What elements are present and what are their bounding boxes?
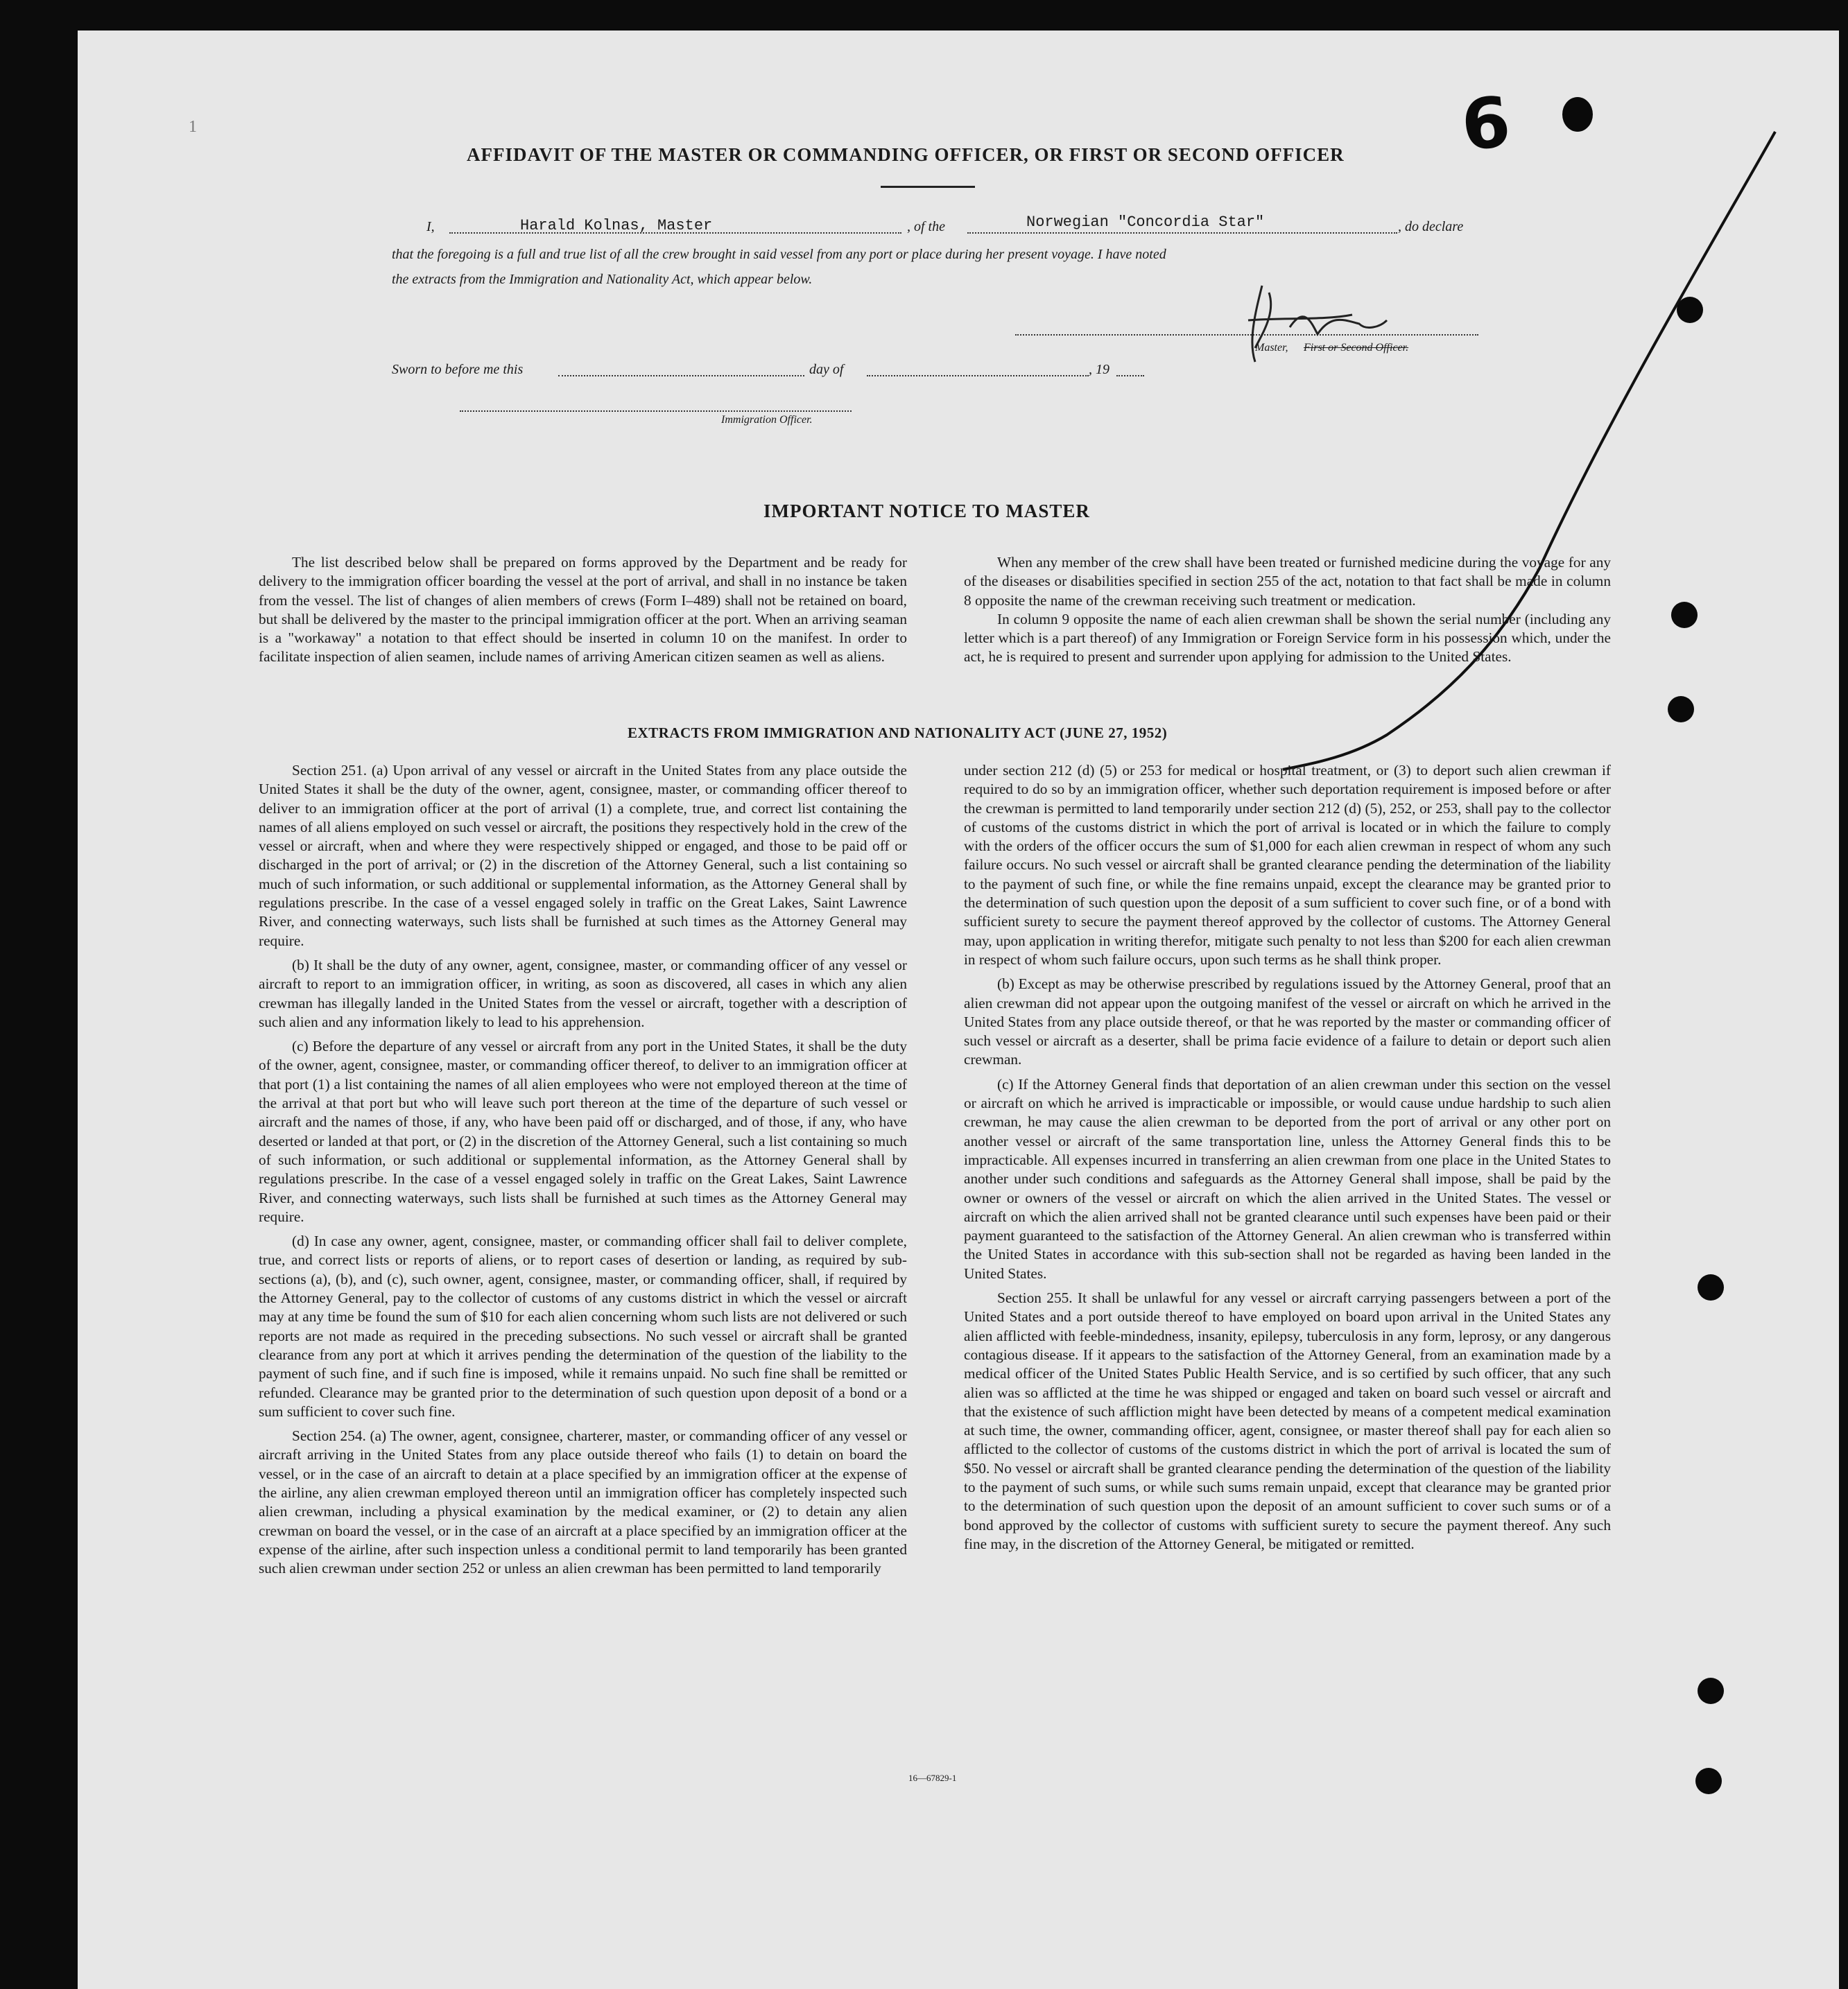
vessel-line	[967, 232, 1397, 234]
sworn-month-line	[867, 375, 1089, 376]
sworn-day-line	[558, 375, 804, 376]
section-254-a-cont: under section 212 (d) (5) or 253 for medical or hospital treatment, or (3) to deport such alien crewman if required to do so by an immigration officer, whether such deportation requirement is imposed before or after the crewman is permitted to land temporarily under section 212 (d) (5), 252, or 253, shall pay to the collector of customs of the customs district in which the port of arrival is located or in which the failure to comply with the orders of the officer occurs the sum of $1,000 for each alien crewman in respect of whom any such failure occurs. No such vessel or aircraft shall be granted clearance pending the determination of the liability to the payment of such fine, or while the fine remains unpaid, except the clearance may be granted prior to the determination of such question upon the deposit of a sum sufficient to cover such fine, or of a bond with sufficient surety to secure the payment thereof approved by the collector of customs. The Attorney General may, upon application in writing therefor, mitigate such penalty to not less than $200 for each alien crewman in respect of whom such failure occurs, upon such terms as he shall think proper.	[964, 762, 1611, 968]
section-254-c: (c) If the Attorney General finds that deportation of an alien crewman under this section on the vessel or aircraft on which he arrived is impracticable or impossible, or would cause undue hardship to such alien crewman, he may cause the alien crewman to be deported from the port of arrival or any other port on another vessel or aircraft of the same transportation line, unless the Attorney General finds this to be impracticable. All expenses incurred in transferring an alien crewman from one place in the United States to another under such conditions and safeguards as the Attorney General shall impose, shall be paid by the owner or owners of the vessel or aircraft on which the alien arrived in the United States. The vessel or aircraft on which the alien arrived shall not be granted clearance until such expenses have been paid or their payment guaranteed to the satisfaction of the Attorney General. An alien crewman who is transferred within the United States in accordance with this sub-section shall not be regarded as having been landed in the United States.	[964, 1075, 1611, 1282]
of-the-label: , of the	[907, 219, 945, 234]
affidavit-title: AFFIDAVIT OF THE MASTER OR COMMANDING OFFICER, OR FIRST OR SECOND OFFICER	[467, 144, 1345, 165]
day-of-label: day of	[809, 362, 844, 377]
signature-caption-struck: First or Second Officer.	[1304, 342, 1409, 354]
i-label: I,	[426, 219, 435, 234]
section-254-b: (b) Except as may be otherwise prescribed by regulations issued by the Attorney General, proof that an alien crewman did not appear upon the outgoing manifest of the vessel or aircraft on which he arrived in the United States from any place outside thereof, or that he was reported by the master or commanding officer of such vessel or aircraft as a deserter, shall be prima facie evidence of a failure to detain or deport such alien crewman.	[964, 975, 1611, 1068]
year-label: , 19	[1089, 362, 1109, 377]
affidavit-line-2: that the foregoing is a full and true list of all the crew brought in said vessel from any port or place during her present voyage. I have noted	[392, 247, 1166, 262]
extracts-title: EXTRACTS FROM IMMIGRATION AND NATIONALITY ACT (JUNE 27, 1952)	[628, 724, 1168, 741]
declarant-name: Harald Kolnas, Master	[520, 217, 713, 234]
form-code: 16—67829-1	[908, 1773, 957, 1783]
section-251-c: (c) Before the departure of any vessel or aircraft from any port in the United States, it shall be the duty of the owner, agent, consignee, master, or commanding officer thereof, to deliver to an immigration officer at that port (1) a list containing the names of all alien employees who were not employed thereon at the time of the arrival at that port but who will leave such port thereon at the time of the departure of such vessel or aircraft and the names of those, if any, who have been paid off or discharged, and of those, if any, who have deserted or landed at that port, or (2) in the discretion of the Attorney General, such a list containing so much of such information, or such additional or supplemental information, as the Attorney General shall by regulations prescribe. In the case of a vessel engaged solely in traffic on the Great Lakes, Saint Lawrence River, and connecting waterways, such lists shall be furnished at such times as the Attorney General may require.	[259, 1038, 907, 1225]
notice-right-column	[964, 553, 1611, 672]
officer-line	[460, 410, 852, 412]
notice-left-column	[259, 553, 907, 672]
signature-caption-master: Master,	[1255, 342, 1288, 354]
handwritten-number: 6	[1458, 80, 1514, 167]
sworn-year-line	[1116, 375, 1144, 376]
section-251-b: (b) It shall be the duty of any owner, agent, consignee, master, or commanding officer of any vessel or aircraft to report to an immigration officer, in writing, as soon as discovered, all cases in which any alien crewman has illegally landed in the United States from the vessel or aircraft, together with a description of such alien and any information likely to lead to his apprehension.	[259, 956, 907, 1030]
extracts-left-column	[259, 761, 907, 1583]
sworn-label: Sworn to before me this	[392, 362, 524, 377]
notice-left-paragraph: The list described below shall be prepared on forms approved by the Department and be ready for delivery to the immigration officer boarding the vessel at the port of arrival, and shall in no instance be taken from the vessel. The list of changes of alien members of crews (Form I–489) shall not be retained on board, but shall be delivered by the master to the principal immigration officer at the port. When an arriving seaman is a "workaway" a notation to that effect should be inserted in column 10 on the manifest. In order to facilitate inspection of alien seamen, include names of arriving American citizen seamen as well as aliens.	[259, 554, 907, 666]
vessel-name: Norwegian "Concordia Star"	[1026, 214, 1265, 231]
notice-right-paragraph-2: In column 9 opposite the name of each alien crewman shall be shown the serial number (including any letter which is a part thereof) of any Immigration or Foreign Service form in his possession which, under the act, he is required to present and surrender upon applying for admission to the United States.	[964, 610, 1611, 666]
section-251-d: (d) In case any owner, agent, consignee, master, or commanding officer shall fail to deliver complete, true, and correct lists or reports of aliens, or to report cases of desertion or landing, as required by sub-sections (a), (b), and (c), such owner, agent, consignee, master, or commanding officer, shall, if required by the Attorney General, pay to the collector of customs of any customs district in which the vessel or aircraft may at any time be found the sum of $10 for each alien concerning whom such lists are not delivered or such reports are not made as required in the preceding subsections. No such vessel or aircraft shall be granted clearance from any port at which it arrives pending the determination of the question of the liability to the payment of such fine, and if such fine is imposed, while it remains unpaid. No such fine shall be remitted or refunded. Clearance may be granted prior to the determination of such question upon deposit of a bond or a sum sufficient to cover such fine.	[259, 1233, 907, 1420]
signature	[1241, 272, 1394, 369]
section-255: Section 255. It shall be unlawful for any vessel or aircraft carrying passengers between a port of the United States and a port outside thereof to have employed on board upon arrival in the United States any alien afflicted with feeble-mindedness, insanity, epilepsy, tuberculosis in any form, leprosy, or any dangerous contagious disease. If it appears to the satisfaction of the Attorney General, from an examination made by a medical officer of the United States Public Health Service, and is so certified by such officer, that any such alien was so afflicted at the time he was shipped or engaged and taken on board such vessel or aircraft and that the existence of such affliction might have been detected by means of a competent medical examination at such time, the owner, commanding officer, agent, consignee, or master thereof shall pay for each alien so afflicted to the collector of customs of the customs district in which the port of arrival is located the sum of $50. No vessel or aircraft shall be granted clearance pending the determination of the question of the liability to the payment of such sums, or while such sums remain unpaid, except that clearance may be granted prior to the determination of such question upon the deposit of an amount sufficient to cover such sums or of a bond approved by the collector of customs with sufficient surety to secure the payment thereof. Any such fine may, in the discretion of the Attorney General, be mitigated or remitted.	[964, 1289, 1611, 1552]
margin-page-number: 1	[189, 118, 197, 136]
officer-caption: Immigration Officer.	[721, 414, 813, 426]
title-rule	[881, 186, 975, 188]
affidavit-line-3: the extracts from the Immigration and Nationality Act, which appear below.	[392, 272, 813, 287]
notice-right-paragraph-1: When any member of the crew shall have been treated or furnished medicine during the voyage for any of the diseases or disabilities specified in section 255 of the act, notation to that fact shall be made in column 8 opposite the name of the crewman receiving such treatment or medication.	[964, 554, 1611, 609]
notice-title: IMPORTANT NOTICE TO MASTER	[763, 501, 1090, 521]
section-251-a: Section 251. (a) Upon arrival of any vessel or aircraft in the United States from any place outside the United States it shall be the duty of the owner, agent, consignee, master, or commanding officer thereof to deliver to an immigration officer at the port of arrival (1) a complete, true, and correct list containing the names of all aliens employed on such vessel or aircraft, the positions they respectively hold in the crew of the vessel or aircraft, when and where they were respectively shipped or engaged, and those to be paid off or discharged in the port of arrival; or (2) in the discretion of the Attorney General, such a list containing so much of such information, or such additional or supplemental information, as the Attorney General shall by regulations prescribe. In the case of a vessel engaged solely in traffic on the Great Lakes, Saint Lawrence River, and connecting waterways, such lists shall be furnished at such times as the Attorney General may require.	[259, 762, 907, 949]
extracts-right-column	[964, 761, 1611, 1559]
declare-label: , do declare	[1398, 219, 1464, 234]
section-254-a: Section 254. (a) The owner, agent, consignee, charterer, master, or commanding officer of any vessel or aircraft arriving in the United States from any place outside thereof who fails (1) to detain on board the vessel, or in the case of an aircraft to detain at a place specified by an immigration officer at the expense of the airline, any alien crewman employed thereon until an immigration officer has completely inspected such alien crewman, including a physical examination by the medical examiner, or (2) to detain any alien crewman on board the vessel, or in the case of an aircraft at a place specified by an immigration officer at the expense of the airline, after such inspection unless a conditional permit to land temporarily has been granted such alien crewman under section 252 or unless an alien crewman has been permitted to land temporarily	[259, 1427, 907, 1577]
